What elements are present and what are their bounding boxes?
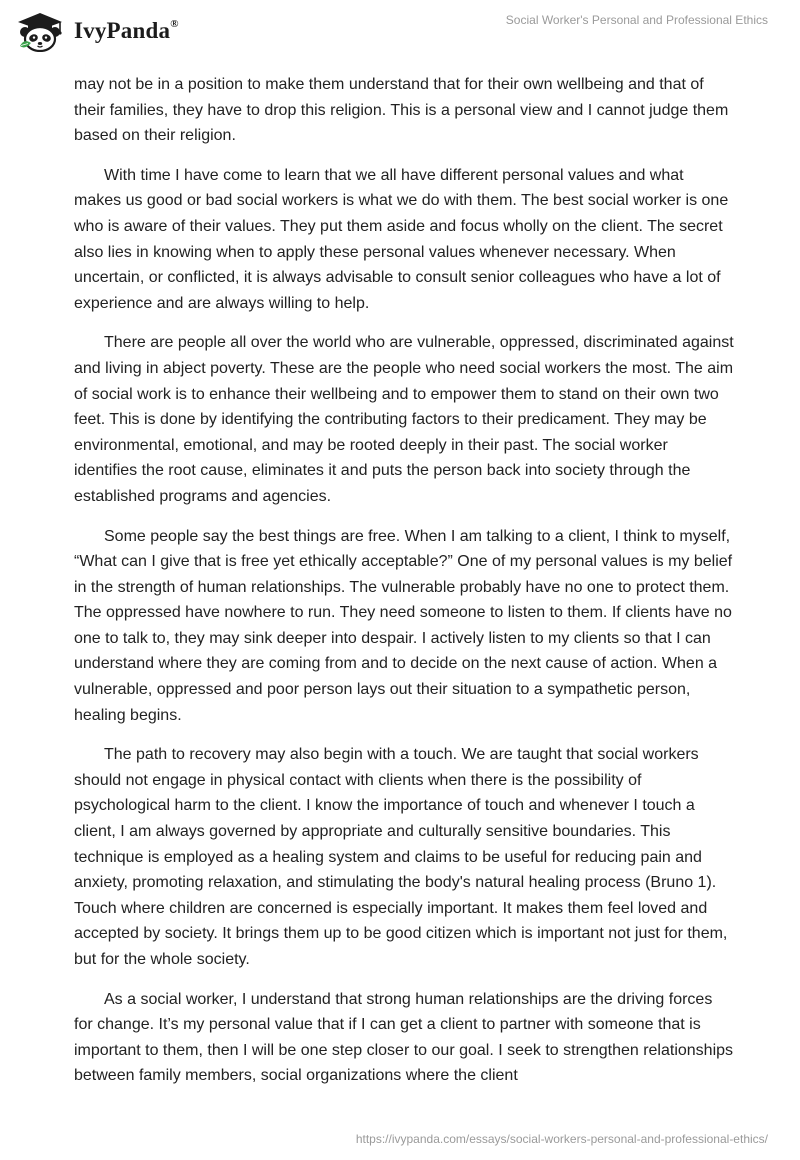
ivypanda-logo[interactable] [14,10,179,52]
paragraph: With time I have come to learn that we all have different personal values and what makes us good or bad social workers is what we do with them. The best social worker is one who is aware of their values. They put them aside and focus wholly on the client. The secret also lies in knowing when to apply these personal values whenever necessary. When uncertain, or conflicted, it is always advisable to consult senior colleagues who have a lot of experience and are always willing to help. [74,166,729,312]
panda-graduate-icon [14,10,66,52]
page-header [0,0,800,64]
paragraph: Some people say the best things are free. When I am talking to a client, I think to myself, “What can I give that is free yet ethically acceptable?” One of my personal values is my belief in the strength of human relationships. The vulnerable probably have no one to protect them. The oppressed have nowhere to run. They need someone to listen to them. If clients have no one to talk to, they may sink deeper into despair. I actively listen to my clients so that I can understand where they are coming from and to decide on the next cause of action. When a vulnerable, oppressed and poor person lays out their situation to a sympathetic person, healing begins. [74,527,733,724]
brand-name [74,18,179,44]
paragraph: The path to recovery may also begin with a touch. We are taught that social workers should not engage in physical contact with clients when there is the possibility of psychological harm to the client. I know the importance of touch and whenever I touch a client, I am always governed by appropriate and culturally sensitive boundaries. This technique is employed as a healing system and claims to be useful for reducing pain and anxiety, promoting relaxation, and stimulating the body's natural healing process (Bruno 1). Touch where children are concerned is especially important. It makes them feel loved and accepted by society. It brings them up to be good citizen which is important not just for them, but for the whole society. [74,746,728,968]
brand-name-text: IvyPanda [74,18,171,43]
paragraph: As a social worker, I understand that strong human relationships are the driving forces for change. It’s my personal value that if I can get a client to partner with someone that is important to them, then I will be one step closer to our goal. I seek to strengthen relationships between family members, social organizations where the client [74,990,734,1085]
source-url[interactable]: https://ivypanda.com/essays/social-workers-personal-and-professional-ethics/ [355,1132,768,1146]
paragraph: There are people all over the world who are vulnerable, oppressed, discriminated against and living in abject poverty. These are the people who need social workers the most. The aim of social work is to enhance their wellbeing and to empower them to stand on their own two feet. This is done by identifying the contributing factors to their predicament. They may be environmental, emotional, and may be rooted deeply in their past. The social worker identifies the root cause, eliminates it and puts the person back into society through the established programs and agencies. [74,334,734,505]
paragraph: may not be in a position to make them understand that for their own wellbeing and that of their families, they have to drop this religion. This is a personal view and I cannot judge them based on their religion. [74,76,729,145]
document-title: Social Worker's Personal and Professional Ethics [505,13,768,27]
registered-mark: ® [170,18,179,31]
essay-body [74,72,734,1103]
